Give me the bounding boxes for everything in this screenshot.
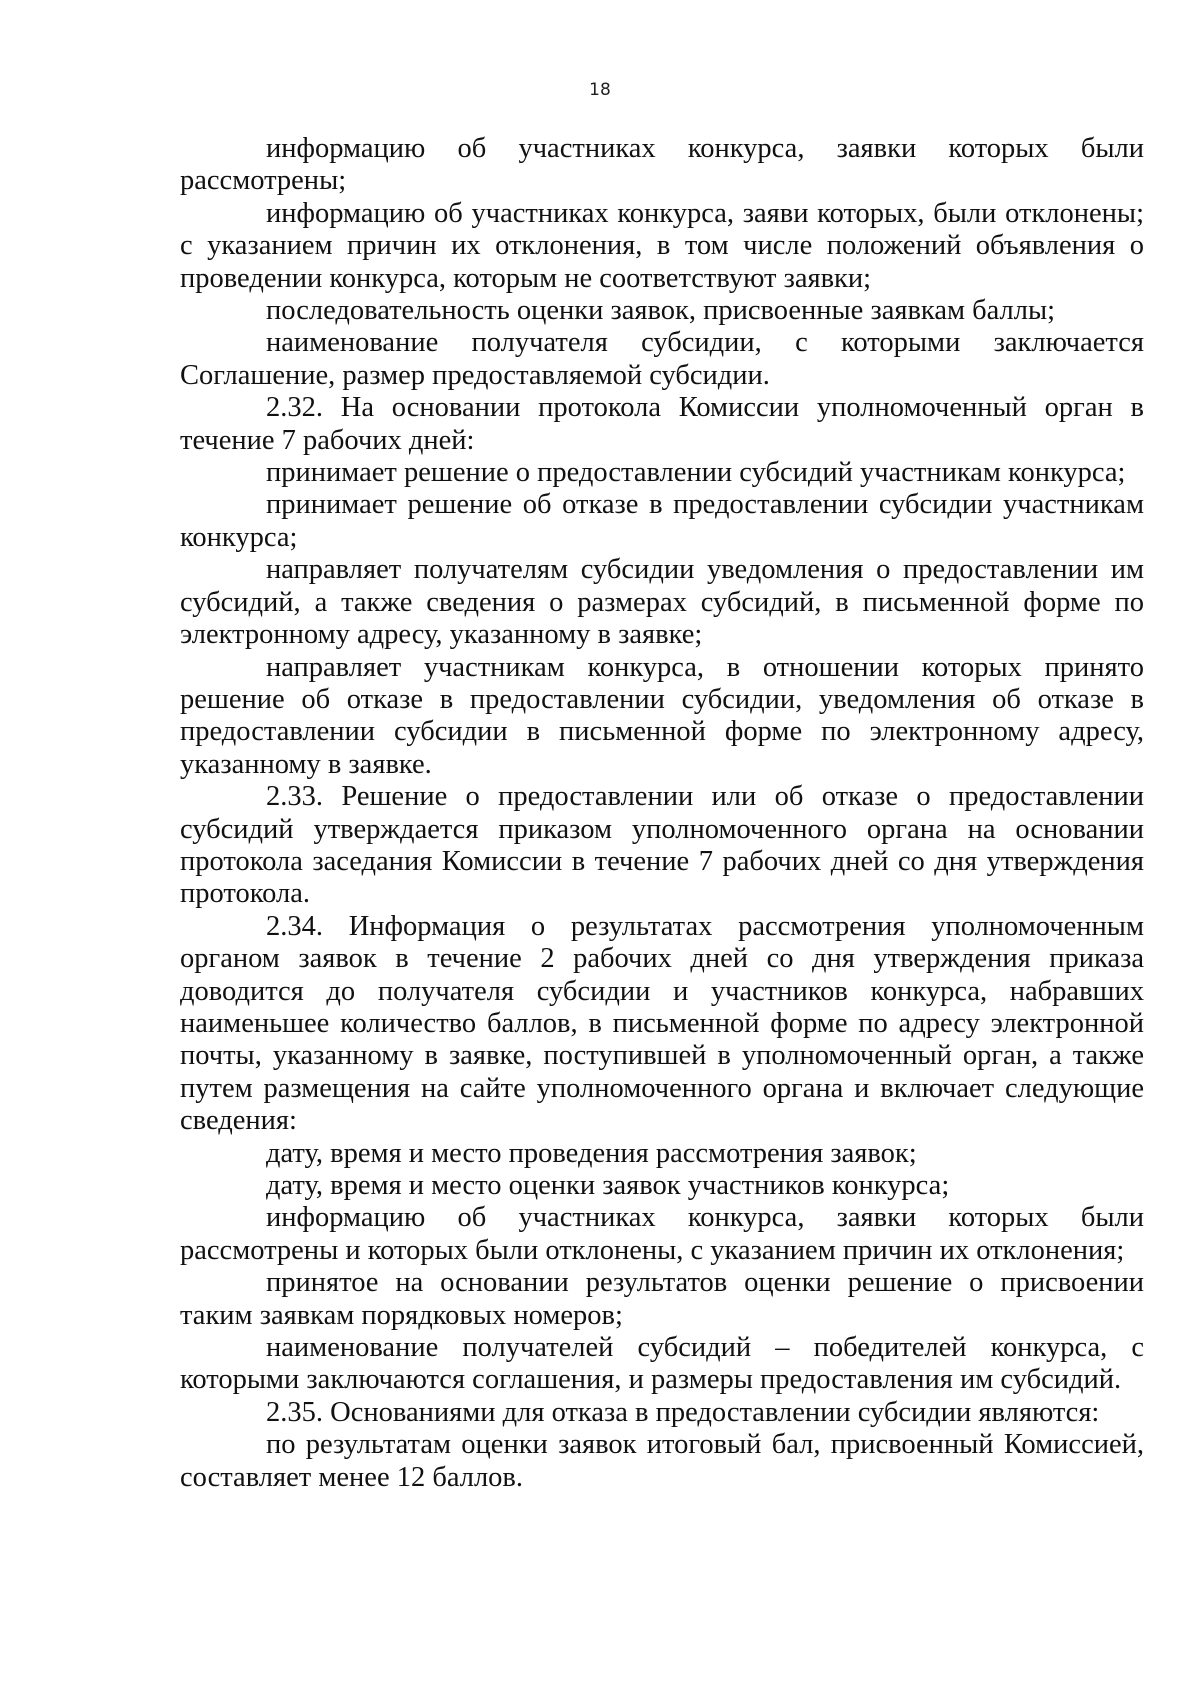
paragraph: наименование получателей субсидий – победителей конкурса, с которыми заключаются соглашения, и размеры предоставления им субсидий. bbox=[180, 1332, 1144, 1396]
paragraph: дату, время и место оценки заявок участников конкурса; bbox=[266, 1170, 950, 1201]
paragraph: информацию об участниках конкурса, заявки которых были рассмотрены; bbox=[180, 133, 1144, 197]
paragraph: последовательность оценки заявок, присвоенные заявкам баллы; bbox=[266, 295, 1056, 327]
paragraph: 2.34. Информация о результатах рассмотрения уполномоченным органом заявок в течение 2 рабочих дней со дня утверждения приказа доводится до получателя субсидии и участников конкурса, набравших наименьшее количество баллов, в письменной форме по адресу электронной почты, указанному в заявке, поступившей в уполномоченный орган, а также путем размещения на сайте уполномоченного органа и включает следующие сведения: bbox=[180, 910, 1144, 1137]
paragraph: по результатам оценки заявок итоговый бал, присвоенный Комиссией, составляет менее 12 баллов. bbox=[180, 1429, 1144, 1493]
paragraph: направляет получателям субсидии уведомления о предоставлении им субсидий, а также сведения о размерах субсидий, в письменной форме по электронному адресу, указанному в заявке; bbox=[180, 554, 1144, 651]
paragraph: 2.32. На основании протокола Комиссии уполномоченный орган в течение 7 рабочих дней: bbox=[180, 392, 1144, 456]
paragraph: направляет участникам конкурса, в отношении которых принято решение об отказе в предоставлении субсидии, уведомления об отказе в предоставлении субсидии в письменной форме по электронному адресу, указанному в заявке. bbox=[180, 651, 1144, 780]
paragraph: наименование получателя субсидии, с которыми заключается Соглашение, размер предоставляемой субсидии. bbox=[180, 327, 1144, 391]
paragraph: принимает решение о предоставлении субсидий участникам конкурса; bbox=[266, 457, 1126, 489]
page-number: 18 bbox=[589, 80, 611, 100]
paragraph: 2.33. Решение о предоставлении или об отказе о предоставлении субсидий утверждается приказом уполномоченного органа на основании протокола заседания Комиссии в течение 7 рабочих дней со дня утверждения протокола. bbox=[180, 781, 1144, 910]
document-body bbox=[180, 133, 1144, 1494]
paragraph: информацию об участниках конкурса, заяви которых, были отклонены; с указанием причин их отклонения, в том числе положений объявления о проведении конкурса, которым не соответствуют заявки; bbox=[180, 197, 1144, 294]
paragraph: принятое на основании результатов оценки решение о присвоении таким заявкам порядковых номеров; bbox=[180, 1267, 1144, 1331]
paragraph: информацию об участниках конкурса, заявки которых были рассмотрены и которых были отклонены, с указанием причин их отклонения; bbox=[180, 1202, 1144, 1266]
paragraph: принимает решение об отказе в предоставлении субсидии участникам конкурса; bbox=[180, 489, 1144, 553]
paragraph: 2.35. Основаниями для отказа в предоставлении субсидии являются: bbox=[266, 1396, 1100, 1428]
paragraph: дату, время и место проведения рассмотрения заявок; bbox=[266, 1137, 917, 1169]
